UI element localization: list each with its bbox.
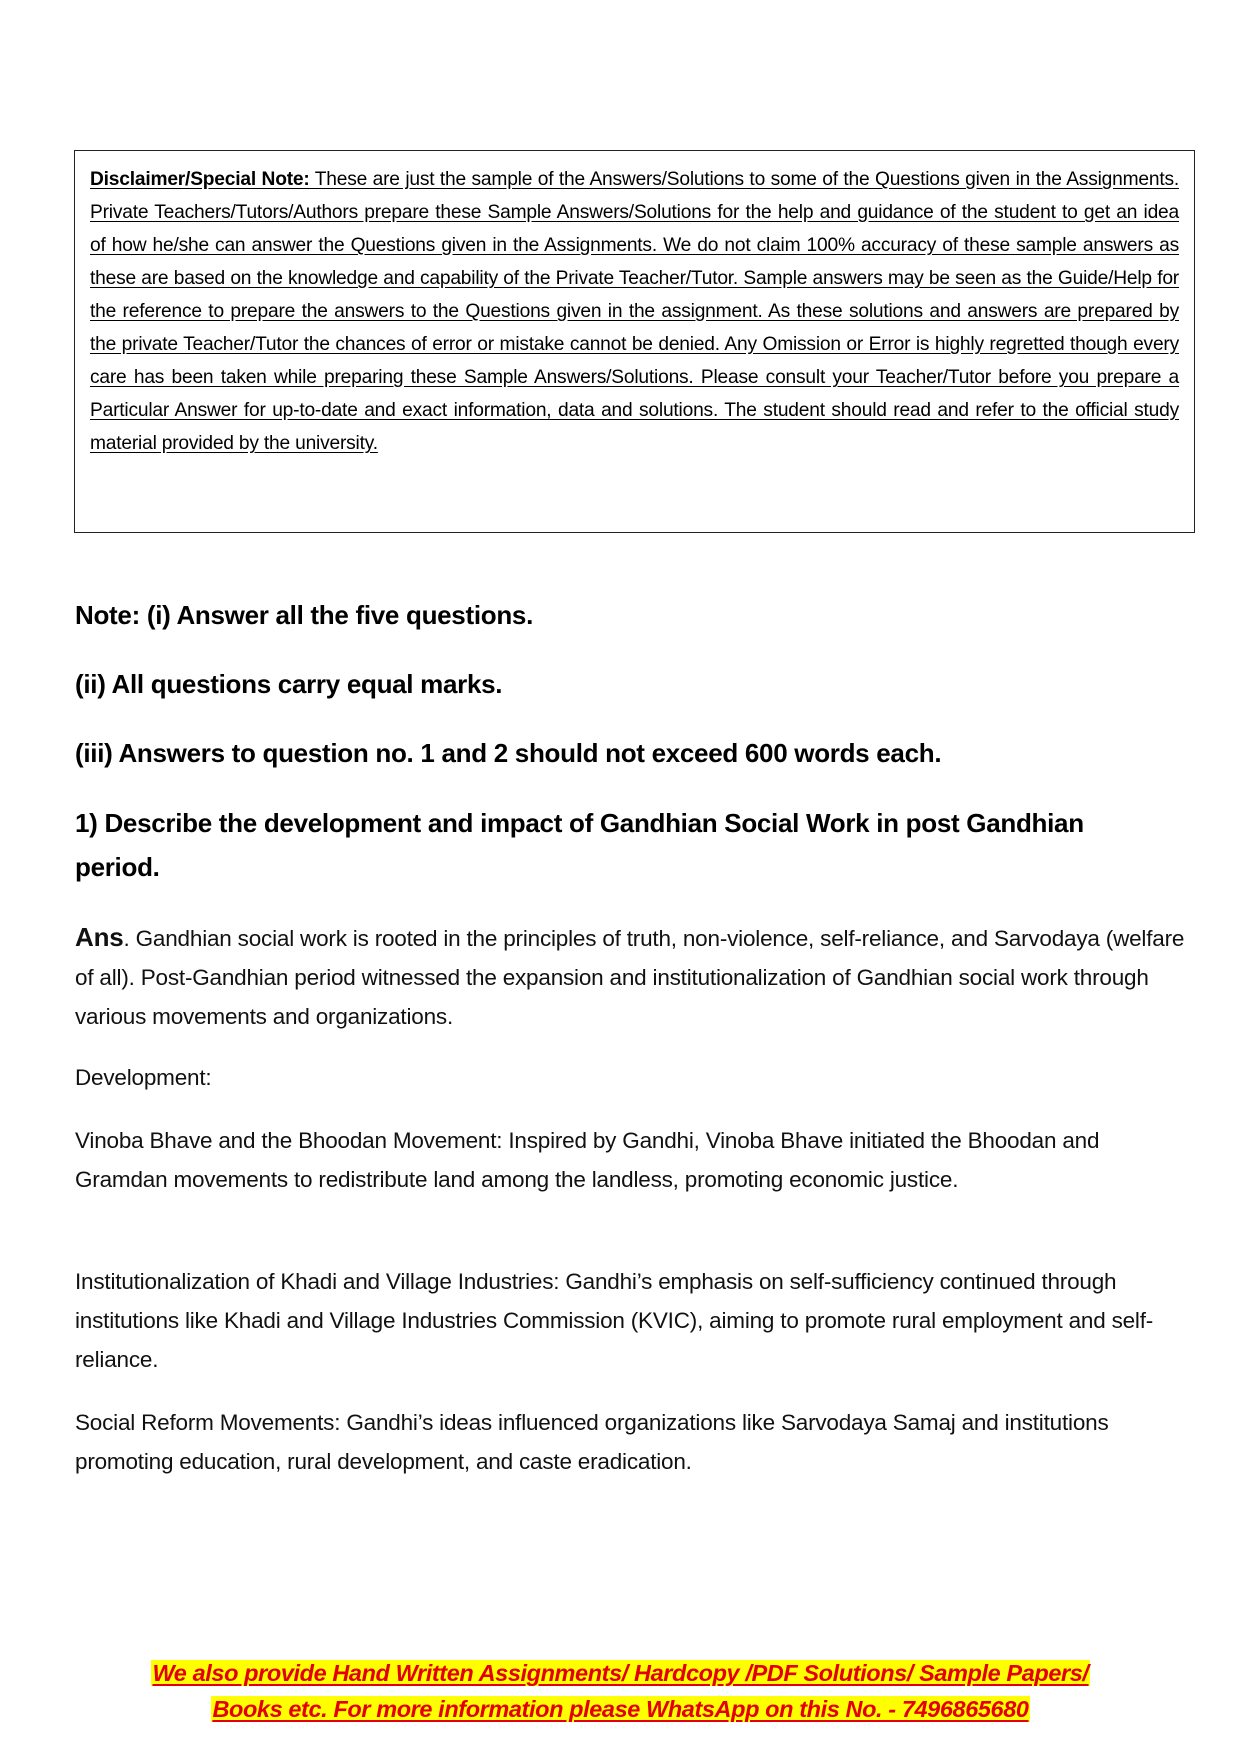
- answer-point-3: Social Reform Movements: Gandhi’s ideas influenced organizations like Sarvodaya Samaj and institutions promoting education, rural development, and caste eradication.: [75, 1410, 1109, 1474]
- answer-intro-text: . Gandhian social work is rooted in the principles of truth, non-violence, self-reliance, and Sarvodaya (welfare of all). Post-Gandhian period witnessed the expansion and institutionalization of Gandhian social work through various movements and organizations.: [75, 926, 1185, 1029]
- section-heading-development: Development:: [75, 1065, 212, 1090]
- promo-footer: [0, 1655, 1241, 1727]
- answer-label: Ans: [75, 922, 124, 952]
- disclaimer-box: [74, 150, 1195, 533]
- note-instruction-2: (ii) All questions carry equal marks.: [75, 669, 503, 699]
- answer-intro: [75, 918, 1190, 1036]
- note-instruction-3: (iii) Answers to question no. 1 and 2 should not exceed 600 words each.: [75, 738, 942, 768]
- disclaimer-label: Disclaimer/Special Note:: [90, 169, 310, 190]
- answer-point-2: Institutionalization of Khadi and Village Industries: Gandhi’s emphasis on self-sufficiency continued through institutions like Khadi and Village Industries Commission (KVIC), aiming to promote rural employment and self-reliance.: [75, 1269, 1154, 1372]
- disclaimer-body: These are just the sample of the Answers/Solutions to some of the Questions given in the Assignments. Private Teachers/Tutors/Authors prepare these Sample Answers/Solutions for the help and guidance of the student to get an idea of how he/she can answer the Questions given in the Assignments. We do not claim 100% accuracy of these sample answers as these are based on the knowledge and capability of the Private Teacher/Tutor. Sample answers may be seen as the Guide/Help for the reference to prepare the answers to the Questions given in the assignment. As these solutions and answers are prepared by the private Teacher/Tutor the chances of error or mistake cannot be denied. Any Omission or Error is highly regretted though every care has been taken while preparing these Sample Answers/Solutions. Please consult your Teacher/Tutor before you prepare a Particular Answer for up-to-date and exact information, data and solutions. The student should read and refer to the official study material provided by the university.: [90, 169, 1179, 454]
- question-heading: 1) Describe the development and impact of Gandhian Social Work in post Gandhian period.: [75, 808, 1084, 882]
- note-instruction-1: Note: (i) Answer all the five questions.: [75, 600, 533, 630]
- promo-line-1: We also provide Hand Written Assignments/ Hardcopy /PDF Solutions/ Sample Papers/: [152, 1660, 1089, 1686]
- disclaimer-text: [90, 163, 1179, 460]
- answer-point-1: Vinoba Bhave and the Bhoodan Movement: Inspired by Gandhi, Vinoba Bhave initiated the Bhoodan and Gramdan movements to redistribute land among the landless, promoting economic justice.: [75, 1128, 1100, 1192]
- promo-line-2: Books etc. For more information please WhatsApp on this No. - 7496865680: [212, 1696, 1029, 1722]
